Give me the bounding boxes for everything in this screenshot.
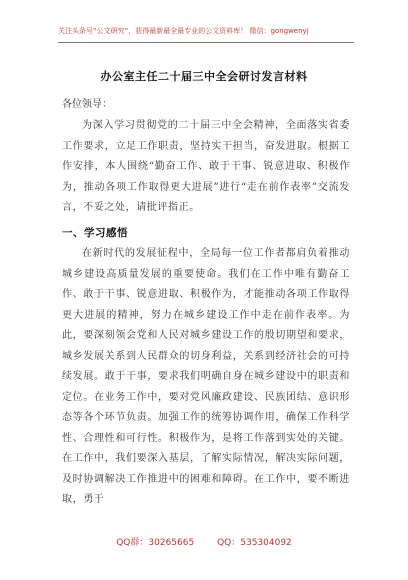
paragraph-intro: 为深入学习贯彻党的二十届三中全会精神，全面落实省委工作要求，立足工作职责，坚持实干担当，奋发进取。根据工作安排，本人围绕“勤奋工作、敢于干事、锐意进取、积极作为，推动各项工作取得更大进展”进行“走在前作表率”交流发言，不妥之处，请批评指正。 bbox=[62, 120, 350, 213]
salutation: 各位领导： bbox=[62, 99, 112, 110]
section-heading: 一、学习感悟 bbox=[62, 227, 128, 239]
paragraph-learning: 在新时代的发展征程中，全局每一位工作者都肩负着推动城乡建设高质量发展的重要使命。我们在工作中唯有勤奋工作、敢于干事、锐意进取、积极作为，才能推动各项工作取得更大进展的精神，努力在城乡建设工作中走在前作表率。为此，要深刻领会党和人民对城乡建设工作的殷切期望和要求，城乡发展关系到人民群众的切身利益，关系到经济社会的可持续发展。敢于干事，要求我们明确自身在城乡建设中的职责和定位。在业务工作中，要对党风廉政建设、民族团结、意识形态等各个环节负责。加强工作的统筹协调作用，确保工作科学性、合理性和可行性。积极作为，是将工作落到实处的关键。在工作中，我们要深入基层，了解实际情况，解决实际问题，及时协调解决工作推进中的困难和障碍。在工作中，要不断进取，勇于 bbox=[62, 248, 350, 505]
footer bbox=[0, 535, 408, 548]
header-divider bbox=[58, 42, 354, 43]
document-title: 办公室主任二十届三中全会研讨发言材料 bbox=[100, 70, 308, 83]
header-banner: 关注头条号“公文研究”，获得最新最全最专业的公文资料库！ 微信：gongwenyj bbox=[58, 27, 309, 35]
footer-qq-group: QQ群：30265665 bbox=[116, 538, 195, 548]
footer-qq: QQ：535304092 bbox=[217, 538, 292, 548]
